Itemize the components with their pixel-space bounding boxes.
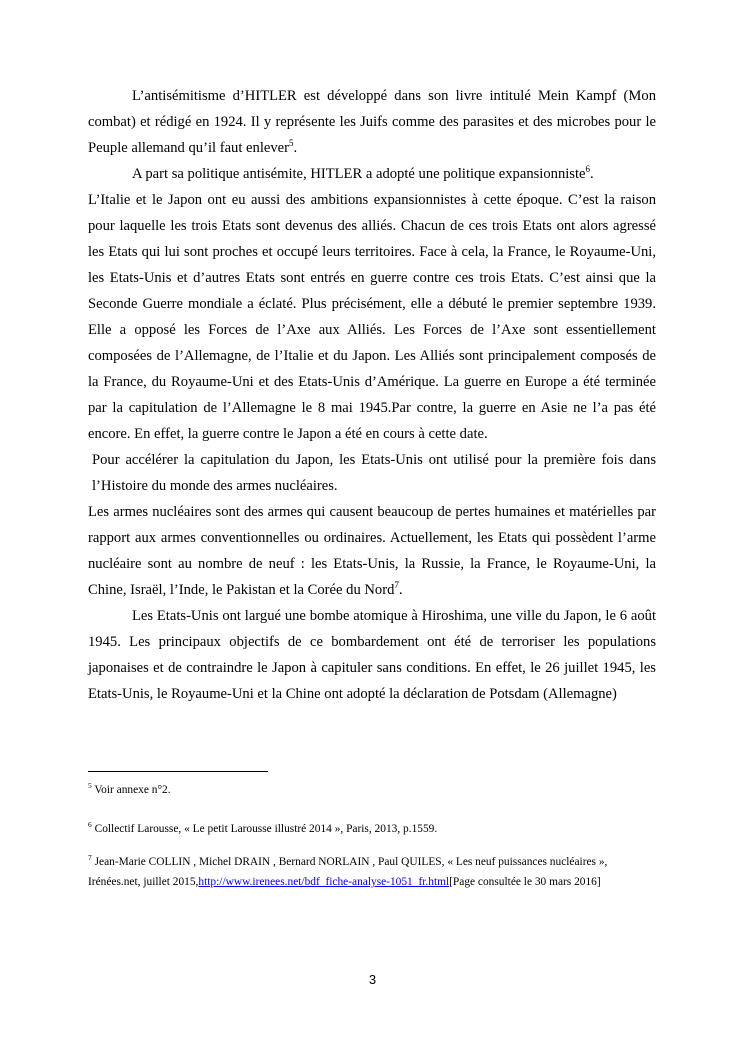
- footnotes: [88, 771, 656, 892]
- footnote-5: [88, 780, 656, 800]
- footnote-6-number: 6: [88, 820, 92, 830]
- footnote-6: [88, 819, 656, 839]
- paragraph-5-text: Les armes nucléaires sont des armes qui causent beaucoup de pertes humaines et matérielles par rapport aux armes conventionnelles ou ordinaires. Actuellement, les Etats qui possèdent l’arme nucléaire sont au nombre de neuf : les Etats-Unis, la Russie, la France, le Royaume-Uni, la Chine, Israël, l’Inde, le Pakistan et la Corée du Nord: [88, 504, 656, 598]
- paragraph-5-end: .: [398, 582, 403, 598]
- page-number: 3: [368, 972, 377, 987]
- footnote-ref-6[interactable]: 6: [585, 164, 591, 175]
- paragraph-1-text: L’antisémitisme d’HITLER est développé dans son livre intitulé Mein Kampf (Mon combat) et rédigé en 1924. Il y représente les Juifs comme des parasites et des microbes pour le Peuple allemand qu’il faut enlever: [88, 88, 656, 156]
- footnote-5-number: 5: [88, 781, 92, 791]
- paragraph-5: [88, 499, 656, 603]
- paragraph-1-end: .: [293, 140, 298, 156]
- footnote-7-link[interactable]: http://www.irenees.net/bdf_fiche-analyse-1051_fr.html: [198, 876, 450, 888]
- footnote-7-number: 7: [88, 853, 92, 863]
- footnote-separator: [88, 771, 268, 772]
- paragraph-3: L’Italie et le Japon ont eu aussi des ambitions expansionnistes à cette époque. C’est la raison pour laquelle les trois Etats sont devenus des alliés. Chacun de ces trois Etats ont alors agressé les Etats qui lui sont proches et occupé leurs territoires. Face à cela, la France, le Royaume-Uni, les Etats-Unis et d’autres Etats sont entrés en guerre contre ces trois Etats. C’est ainsi que la Seconde Guerre mondiale a éclaté. Plus précisément, elle a débuté le premier septembre 1939. Elle a opposé les Forces de l’Axe aux Alliés. Les Forces de l’Axe sont essentiellement composées de l’Allemagne, de l’Italie et du Japon. Les Alliés sont principalement composés de la France, du Royaume-Uni et des Etats-Unis d’Amérique. La guerre en Europe a été terminée par la capitulation de l’Allemagne le 8 mai 1945.Par contre, la guerre en Asie ne l’a pas été encore. En effet, la guerre contre le Japon a été en cours à cette date.: [88, 192, 656, 442]
- body-text: [88, 83, 656, 707]
- paragraph-6: Les Etats-Unis ont largué une bombe atomique à Hiroshima, une ville du Japon, le 6 août 1945. Les principaux objectifs de ce bombardement ont été de terroriser les populations japonaises et de contraindre le Japon à capituler sans conditions. En effet, le 26 juillet 1945, les Etats-Unis, le Royaume-Uni et la Chine ont adopté la déclaration de Potsdam (Allemagne): [88, 608, 656, 702]
- paragraph-1: [88, 83, 656, 161]
- footnote-ref-7[interactable]: 7: [394, 580, 399, 591]
- paragraph-2-end: .: [590, 166, 594, 182]
- footnote-7-text: Jean-Marie COLLIN , Michel DRAIN , Bernard NORLAIN , Paul QUILES, « Les neuf puissances nucléaires », Irénées.net, juillet 2015,: [88, 856, 608, 888]
- page-body: [88, 83, 656, 707]
- paragraph-2-text: A part sa politique antisémite, HITLER a adopté une politique expansionniste: [132, 166, 586, 182]
- footnote-7: [88, 852, 656, 892]
- footnote-6-text: Collectif Larousse, « Le petit Larousse illustré 2014 », Paris, 2013, p.1559.: [91, 823, 438, 835]
- paragraph-4: Pour accélérer la capitulation du Japon, les Etats-Unis ont utilisé pour la première fois dans l’Histoire du monde des armes nucléaires.: [92, 452, 656, 494]
- paragraph-2: [88, 161, 656, 187]
- footnote-5-text: Voir annexe n°2.: [91, 784, 171, 796]
- footnote-7-after: [Page consultée le 30 mars 2016]: [449, 876, 601, 888]
- footnote-ref-5[interactable]: 5: [289, 138, 294, 149]
